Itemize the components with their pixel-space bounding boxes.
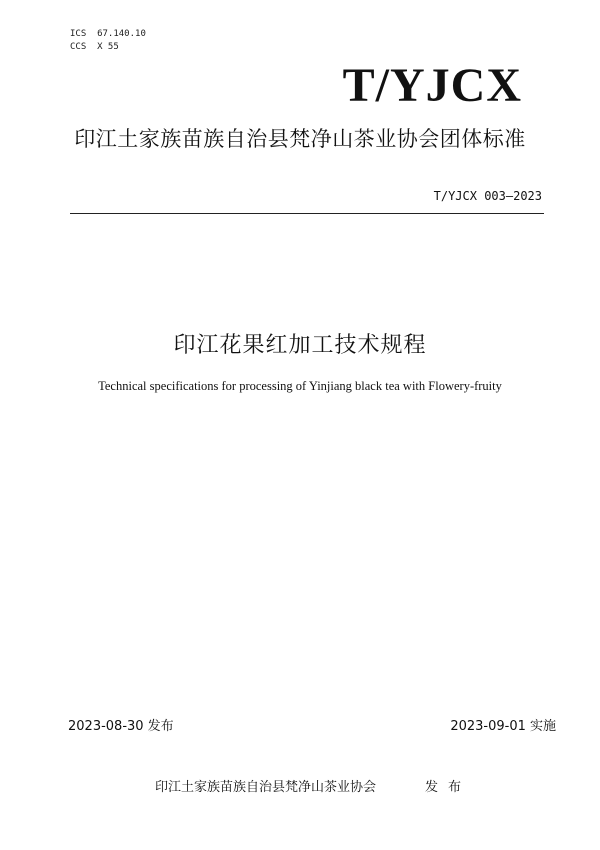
document-title-english: Technical specifications for processing of Yinjiang black tea with Flowery-fruity [98,379,502,393]
publish-date: 2023-08-30 发布 [68,719,174,734]
document-title: 印江花果红加工技术规程 [173,333,427,358]
ccs-code: CCS X 55 [70,42,119,52]
classification-codes [70,28,146,54]
issuer-action: 发布 [425,780,472,795]
issuer-name: 印江土家族苗族自治县梵净山茶业协会 [155,780,377,795]
header-divider [70,213,544,214]
ics-code: ICS 67.140.10 [70,29,146,39]
implement-date: 2023-09-01 实施 [450,719,556,734]
standard-code-logo: T/YJCX [342,59,522,112]
organization-standard-title: 印江土家族苗族自治县梵净山茶业协会团体标准 [74,127,526,151]
standard-number: T/YJCX 003—2023 [433,189,542,203]
